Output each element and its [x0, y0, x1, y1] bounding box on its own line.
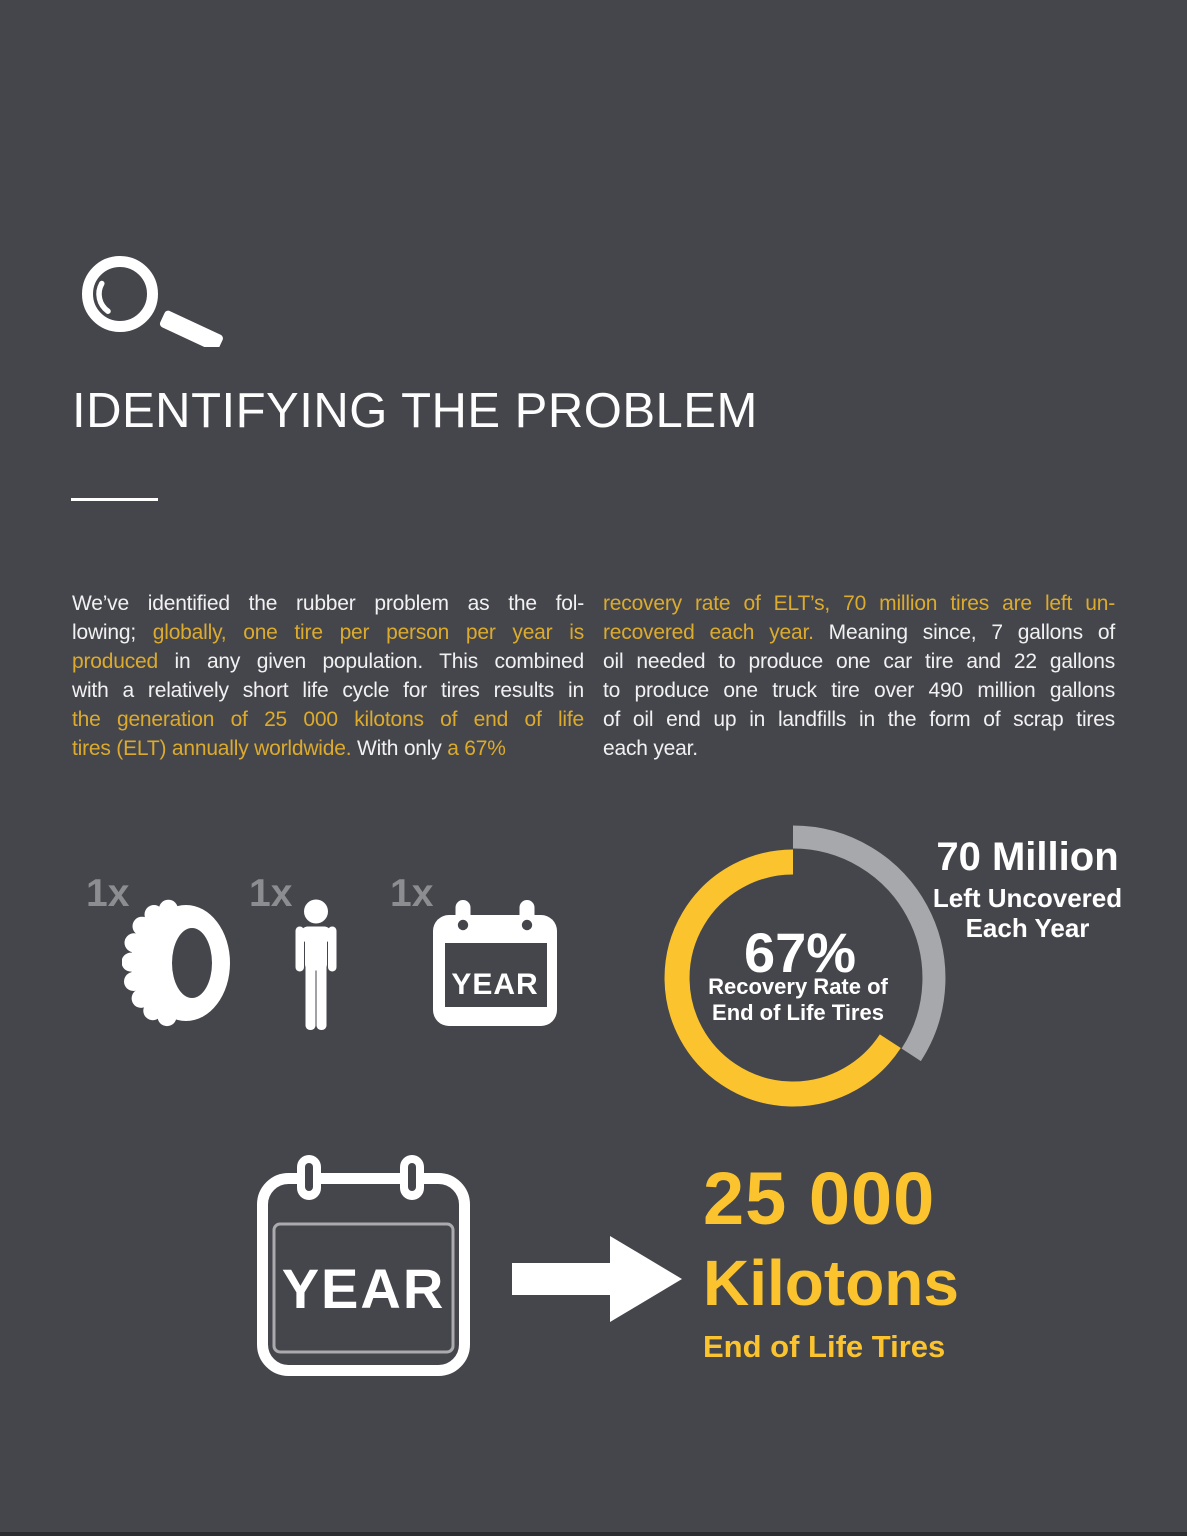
uncovered-caption-line1: Left Uncovered — [932, 883, 1123, 913]
title-underline — [71, 498, 158, 501]
donut-caption-line2: End of Life Tires — [712, 1000, 884, 1025]
text-line: recovery rate of ELT’s, 70 million tires are left un- — [603, 592, 1115, 615]
result-stat — [703, 1156, 1003, 1370]
magnifier-icon — [76, 252, 226, 347]
text-line: recovered each year. Meaning since, 7 gallons of — [603, 621, 1115, 644]
uncovered-stat-caption — [920, 883, 1135, 943]
donut-center-caption — [673, 974, 923, 1026]
person-multiplier-label: 1x — [249, 872, 293, 915]
page-title: IDENTIFYING THE PROBLEM — [72, 384, 758, 438]
year-multiplier-label: 1x — [390, 872, 434, 915]
uncovered-caption-line2: Each Year — [965, 913, 1090, 943]
person-icon — [290, 899, 342, 1032]
text-line: to produce one truck tire over 490 million gallons — [603, 679, 1115, 702]
text-line: tires (ELT) annually worldwide. With only a 67% — [72, 737, 506, 760]
result-unit: Kilotons — [703, 1247, 959, 1319]
tire-icon — [122, 897, 237, 1029]
result-value: 25 000 — [703, 1157, 936, 1240]
uncovered-stat — [920, 835, 1135, 943]
calendar-year-label: YEAR — [451, 968, 539, 1001]
text-line: with a relatively short life cycle for tires results in — [72, 679, 584, 702]
text-line: produced in any given population. This combined — [72, 650, 584, 673]
text-line: lowing; globally, one tire per person per year is — [72, 621, 584, 644]
intro-right-column — [603, 589, 1115, 763]
intro-left-column — [72, 589, 584, 763]
text-line: of oil end up in landfills in the form of scrap tires — [603, 708, 1115, 731]
calendar-year-big-icon — [257, 1152, 470, 1397]
footer-strip — [0, 1532, 1187, 1536]
text-line: We’ve identified the rubber problem as the fol- — [72, 592, 584, 615]
text-line: the generation of 25 000 kilotons of end of life — [72, 708, 584, 731]
donut-caption-line1: Recovery Rate of — [708, 974, 888, 999]
tire-multiplier-label: 1x — [86, 872, 130, 915]
calendar-year-big-label: YEAR — [281, 1257, 446, 1320]
donut-percent-value: 67% — [743, 921, 857, 984]
text-line: each year. — [603, 737, 698, 760]
result-caption: End of Life Tires — [703, 1329, 946, 1364]
uncovered-stat-value: 70 Million — [936, 835, 1119, 879]
calendar-year-icon — [432, 898, 558, 1028]
right-arrow-icon — [512, 1224, 682, 1334]
text-line: oil needed to produce one car tire and 22 gallons — [603, 650, 1115, 673]
